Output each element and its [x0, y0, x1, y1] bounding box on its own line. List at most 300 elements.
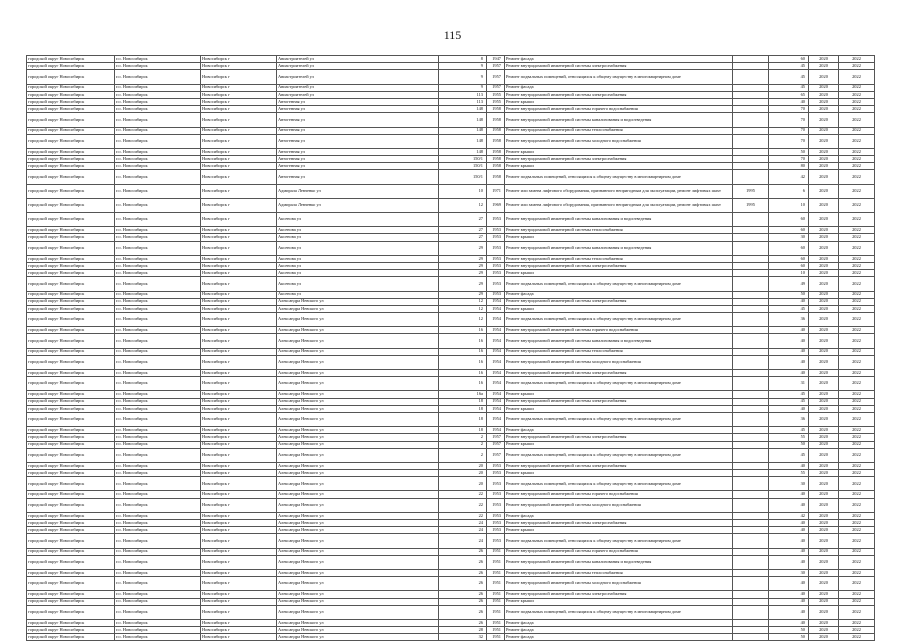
cell-cost: 70	[769, 106, 809, 113]
cell-municipality: городской округ Новосибирск	[27, 63, 115, 70]
cell-year: 1957	[487, 63, 505, 70]
cell-end-year: 2022	[839, 477, 875, 491]
cell-lift-year	[733, 241, 769, 255]
cell-municipality: городской округ Новосибирск	[27, 405, 115, 412]
cell-start-year: 2020	[809, 262, 839, 269]
cell-city: Новосибирск г	[201, 213, 277, 227]
cell-start-year: 2020	[809, 627, 839, 634]
cell-street: Авиастроителей ул	[277, 56, 439, 63]
cell-cost: 60	[769, 262, 809, 269]
cell-cost: 40	[769, 298, 809, 305]
table-row	[27, 462, 875, 469]
cell-cost: 40	[769, 98, 809, 105]
cell-cost: 42	[769, 512, 809, 519]
cell-year: 1954	[487, 398, 505, 405]
cell-work-type: Ремонт внутридомовой инженерной системы горячего водоснабжения	[505, 106, 733, 113]
cell-work-type: Ремонт фасада	[505, 84, 733, 91]
cell-cost: 70	[769, 113, 809, 127]
table-row	[27, 348, 875, 355]
cell-city: Новосибирск г	[201, 634, 277, 641]
cell-lift-year	[733, 405, 769, 412]
cell-lift-year	[733, 591, 769, 598]
cell-street: Александра Невского ул	[277, 569, 439, 576]
cell-lift-year	[733, 255, 769, 262]
cell-lift-year	[733, 491, 769, 498]
cell-city: Новосибирск г	[201, 619, 277, 626]
cell-end-year: 2022	[839, 277, 875, 291]
cell-start-year: 2020	[809, 163, 839, 170]
table-row	[27, 398, 875, 405]
table-row	[27, 512, 875, 519]
cell-lift-year	[733, 163, 769, 170]
cell-house: 32	[439, 634, 487, 641]
cell-municipality: городской округ Новосибирск	[27, 170, 115, 184]
cell-lift-year	[733, 305, 769, 312]
cell-end-year: 2022	[839, 598, 875, 605]
cell-house: 16	[439, 370, 487, 377]
cell-end-year: 2022	[839, 427, 875, 434]
cell-district: г.о. Новосибирск	[115, 148, 201, 155]
cell-end-year: 2022	[839, 184, 875, 198]
cell-cost: 40	[769, 520, 809, 527]
cell-house: 8	[439, 56, 487, 63]
cell-end-year: 2022	[839, 148, 875, 155]
cell-city: Новосибирск г	[201, 156, 277, 163]
cell-lift-year	[733, 291, 769, 298]
cell-year: 1958	[487, 156, 505, 163]
cell-district: г.о. Новосибирск	[115, 170, 201, 184]
cell-lift-year	[733, 512, 769, 519]
cell-year: 1951	[487, 548, 505, 555]
cell-district: г.о. Новосибирск	[115, 405, 201, 412]
cell-cost: 45	[769, 70, 809, 84]
cell-start-year: 2020	[809, 98, 839, 105]
cell-district: г.о. Новосибирск	[115, 491, 201, 498]
cell-city: Новосибирск г	[201, 127, 277, 134]
cell-street: Александра Невского ул	[277, 462, 439, 469]
cell-street: Адмирала Левченко ул	[277, 198, 439, 212]
cell-start-year: 2020	[809, 63, 839, 70]
table-row	[27, 98, 875, 105]
cell-work-type: Ремонт или замена лифтового оборудования, признанного непригодным для эксплуатации, ремонт лифтовых шахт	[505, 184, 733, 198]
cell-lift-year	[733, 391, 769, 398]
cell-street: Александра Невского ул	[277, 498, 439, 512]
cell-house: 150/1	[439, 156, 487, 163]
cell-district: г.о. Новосибирск	[115, 255, 201, 262]
cell-house: 20	[439, 477, 487, 491]
cell-work-type: Ремонт внутридомовой инженерной системы горячего водоснабжения	[505, 548, 733, 555]
cell-end-year: 2022	[839, 520, 875, 527]
cell-municipality: городской округ Новосибирск	[27, 477, 115, 491]
cell-house: 24	[439, 520, 487, 527]
cell-street: Александра Невского ул	[277, 627, 439, 634]
cell-start-year: 2020	[809, 577, 839, 591]
cell-lift-year	[733, 91, 769, 98]
cell-street: Автогенная ул	[277, 156, 439, 163]
cell-district: г.о. Новосибирск	[115, 520, 201, 527]
repair-schedule-sheet	[26, 55, 874, 641]
cell-year: 1951	[487, 598, 505, 605]
cell-house: 9	[439, 84, 487, 91]
cell-year: 1954	[487, 313, 505, 327]
cell-end-year: 2022	[839, 634, 875, 641]
cell-lift-year	[733, 527, 769, 534]
cell-district: г.о. Новосибирск	[115, 477, 201, 491]
page-number: 115	[443, 28, 462, 42]
cell-work-type: Ремонт крыши	[505, 270, 733, 277]
cell-district: г.о. Новосибирск	[115, 498, 201, 512]
cell-end-year: 2022	[839, 470, 875, 477]
cell-city: Новосибирск г	[201, 291, 277, 298]
cell-house: 26	[439, 598, 487, 605]
cell-start-year: 2020	[809, 156, 839, 163]
cell-cost: 50	[769, 627, 809, 634]
cell-municipality: городской округ Новосибирск	[27, 391, 115, 398]
cell-lift-year	[733, 598, 769, 605]
cell-cost: 40	[769, 619, 809, 626]
cell-work-type: Ремонт фасада	[505, 627, 733, 634]
cell-lift-year	[733, 84, 769, 91]
cell-street: Александра Невского ул	[277, 619, 439, 626]
cell-cost: 49	[769, 277, 809, 291]
cell-start-year: 2020	[809, 113, 839, 127]
cell-city: Новосибирск г	[201, 398, 277, 405]
cell-municipality: городской округ Новосибирск	[27, 512, 115, 519]
cell-start-year: 2020	[809, 491, 839, 498]
cell-end-year: 2022	[839, 498, 875, 512]
table-row	[27, 70, 875, 84]
cell-lift-year	[733, 70, 769, 84]
cell-end-year: 2022	[839, 213, 875, 227]
cell-end-year: 2022	[839, 527, 875, 534]
cell-district: г.о. Новосибирск	[115, 106, 201, 113]
cell-city: Новосибирск г	[201, 598, 277, 605]
cell-municipality: городской округ Новосибирск	[27, 398, 115, 405]
cell-work-type: Ремонт внутридомовой инженерной системы теплоснабжения	[505, 127, 733, 134]
cell-work-type: Ремонт внутридомовой инженерной системы холодного водоснабжения	[505, 577, 733, 591]
cell-cost: 36	[769, 313, 809, 327]
cell-house: 12	[439, 298, 487, 305]
cell-street: Автогенная ул	[277, 134, 439, 148]
cell-street: Аксенова ул	[277, 234, 439, 241]
cell-district: г.о. Новосибирск	[115, 591, 201, 598]
cell-year: 1953	[487, 227, 505, 234]
cell-street: Александра Невского ул	[277, 591, 439, 598]
cell-year: 1954	[487, 391, 505, 398]
cell-year: 1953	[487, 477, 505, 491]
cell-city: Новосибирск г	[201, 512, 277, 519]
cell-municipality: городской округ Новосибирск	[27, 548, 115, 555]
cell-city: Новосибирск г	[201, 262, 277, 269]
cell-municipality: городской округ Новосибирск	[27, 377, 115, 391]
cell-work-type: Ремонт подвальных помещений, относящихся к общему имуществу в многоквартирном доме	[505, 313, 733, 327]
cell-work-type: Ремонт крыши	[505, 391, 733, 398]
cell-start-year: 2020	[809, 434, 839, 441]
cell-street: Александра Невского ул	[277, 298, 439, 305]
cell-municipality: городской округ Новосибирск	[27, 163, 115, 170]
cell-house: 2	[439, 448, 487, 462]
cell-cost: 40	[769, 355, 809, 369]
cell-work-type: Ремонт внутридомовой инженерной системы холодного водоснабжения	[505, 355, 733, 369]
cell-start-year: 2020	[809, 127, 839, 134]
cell-house: 9	[439, 70, 487, 84]
cell-municipality: городской округ Новосибирск	[27, 313, 115, 327]
cell-end-year: 2022	[839, 91, 875, 98]
cell-lift-year	[733, 520, 769, 527]
cell-lift-year	[733, 548, 769, 555]
cell-municipality: городской округ Новосибирск	[27, 569, 115, 576]
cell-street: Авиастроителей ул	[277, 63, 439, 70]
cell-year: 1954	[487, 298, 505, 305]
cell-street: Аксенова ул	[277, 241, 439, 255]
cell-start-year: 2020	[809, 412, 839, 426]
cell-work-type: Ремонт подвальных помещений, относящихся к общему имуществу в многоквартирном доме	[505, 70, 733, 84]
table-row	[27, 555, 875, 569]
cell-street: Автогенная ул	[277, 98, 439, 105]
cell-lift-year	[733, 270, 769, 277]
cell-year: 1951	[487, 577, 505, 591]
cell-street: Александра Невского ул	[277, 348, 439, 355]
cell-end-year: 2022	[839, 534, 875, 548]
cell-end-year: 2022	[839, 398, 875, 405]
cell-city: Новосибирск г	[201, 56, 277, 63]
table-row	[27, 605, 875, 619]
cell-start-year: 2020	[809, 213, 839, 227]
cell-cost: 50	[769, 634, 809, 641]
table-row	[27, 334, 875, 348]
cell-work-type: Ремонт внутридомовой инженерной системы канализования и водоотведения	[505, 213, 733, 227]
cell-district: г.о. Новосибирск	[115, 448, 201, 462]
cell-end-year: 2022	[839, 84, 875, 91]
table-row	[27, 313, 875, 327]
cell-district: г.о. Новосибирск	[115, 462, 201, 469]
cell-city: Новосибирск г	[201, 163, 277, 170]
table-row	[27, 377, 875, 391]
cell-year: 1954	[487, 412, 505, 426]
cell-year: 1954	[487, 405, 505, 412]
cell-end-year: 2022	[839, 56, 875, 63]
cell-year: 1958	[487, 134, 505, 148]
cell-district: г.о. Новосибирск	[115, 619, 201, 626]
cell-municipality: городской округ Новосибирск	[27, 56, 115, 63]
cell-year: 1958	[487, 127, 505, 134]
cell-cost: 70	[769, 127, 809, 134]
cell-work-type: Ремонт подвальных помещений, относящихся к общему имуществу в многоквартирном доме	[505, 448, 733, 462]
cell-lift-year	[733, 370, 769, 377]
cell-work-type: Ремонт внутридомовой инженерной системы электроснабжения	[505, 156, 733, 163]
cell-lift-year: 1995	[733, 198, 769, 212]
cell-end-year: 2022	[839, 434, 875, 441]
cell-work-type: Ремонт подвальных помещений, относящихся к общему имуществу в многоквартирном доме	[505, 277, 733, 291]
table-row	[27, 134, 875, 148]
cell-cost: 10	[769, 198, 809, 212]
cell-house: 150/1	[439, 163, 487, 170]
cell-district: г.о. Новосибирск	[115, 627, 201, 634]
cell-street: Александра Невского ул	[277, 577, 439, 591]
cell-start-year: 2020	[809, 512, 839, 519]
cell-district: г.о. Новосибирск	[115, 227, 201, 234]
cell-municipality: городской округ Новосибирск	[27, 113, 115, 127]
cell-year: 1958	[487, 163, 505, 170]
cell-district: г.о. Новосибирск	[115, 198, 201, 212]
cell-city: Новосибирск г	[201, 91, 277, 98]
cell-district: г.о. Новосибирск	[115, 241, 201, 255]
cell-end-year: 2022	[839, 298, 875, 305]
cell-district: г.о. Новосибирск	[115, 84, 201, 91]
cell-year: 1953	[487, 520, 505, 527]
cell-work-type: Ремонт внутридомовой инженерной системы холодного водоснабжения	[505, 134, 733, 148]
table-row	[27, 448, 875, 462]
cell-cost: 40	[769, 348, 809, 355]
cell-end-year: 2022	[839, 127, 875, 134]
cell-lift-year	[733, 327, 769, 334]
cell-lift-year	[733, 156, 769, 163]
cell-work-type: Ремонт крыши	[505, 98, 733, 105]
cell-work-type: Ремонт крыши	[505, 234, 733, 241]
cell-street: Александра Невского ул	[277, 470, 439, 477]
table-row	[27, 598, 875, 605]
cell-end-year: 2022	[839, 555, 875, 569]
cell-city: Новосибирск г	[201, 591, 277, 598]
cell-district: г.о. Новосибирск	[115, 598, 201, 605]
cell-work-type: Ремонт внутридомовой инженерной системы теплоснабжения	[505, 569, 733, 576]
cell-start-year: 2020	[809, 56, 839, 63]
cell-year: 1953	[487, 291, 505, 298]
cell-house: 16	[439, 334, 487, 348]
cell-municipality: городской округ Новосибирск	[27, 462, 115, 469]
cell-work-type: Ремонт внутридомовой инженерной системы теплоснабжения	[505, 227, 733, 234]
cell-start-year: 2020	[809, 348, 839, 355]
cell-city: Новосибирск г	[201, 412, 277, 426]
cell-house: 29	[439, 277, 487, 291]
cell-start-year: 2020	[809, 291, 839, 298]
cell-end-year: 2022	[839, 327, 875, 334]
cell-end-year: 2022	[839, 262, 875, 269]
cell-street: Автогенная ул	[277, 113, 439, 127]
cell-municipality: городской округ Новосибирск	[27, 127, 115, 134]
cell-city: Новосибирск г	[201, 477, 277, 491]
cell-district: г.о. Новосибирск	[115, 327, 201, 334]
cell-district: г.о. Новосибирск	[115, 91, 201, 98]
cell-municipality: городской округ Новосибирск	[27, 555, 115, 569]
cell-work-type: Ремонт внутридомовой инженерной системы электроснабжения	[505, 520, 733, 527]
cell-year: 1955	[487, 98, 505, 105]
cell-work-type: Ремонт фасада	[505, 512, 733, 519]
cell-lift-year	[733, 213, 769, 227]
cell-house: 29	[439, 262, 487, 269]
cell-year: 1953	[487, 241, 505, 255]
cell-house: 113	[439, 91, 487, 98]
cell-work-type: Ремонт крыши	[505, 148, 733, 155]
cell-work-type: Ремонт внутридомовой инженерной системы электроснабжения	[505, 462, 733, 469]
cell-end-year: 2022	[839, 569, 875, 576]
cell-street: Александра Невского ул	[277, 313, 439, 327]
cell-city: Новосибирск г	[201, 527, 277, 534]
cell-district: г.о. Новосибирск	[115, 134, 201, 148]
cell-district: г.о. Новосибирск	[115, 527, 201, 534]
cell-year: 1954	[487, 355, 505, 369]
cell-district: г.о. Новосибирск	[115, 127, 201, 134]
cell-lift-year	[733, 555, 769, 569]
cell-cost: 30	[769, 477, 809, 491]
cell-lift-year	[733, 498, 769, 512]
cell-street: Автогенная ул	[277, 163, 439, 170]
cell-year: 1953	[487, 498, 505, 512]
cell-street: Александра Невского ул	[277, 527, 439, 534]
table-row	[27, 84, 875, 91]
cell-municipality: городской округ Новосибирск	[27, 198, 115, 212]
table-row	[27, 470, 875, 477]
cell-municipality: городской округ Новосибирск	[27, 334, 115, 348]
cell-lift-year	[733, 534, 769, 548]
cell-work-type: Ремонт или замена лифтового оборудования, признанного непригодным для эксплуатации, ремонт лифтовых шахт	[505, 198, 733, 212]
cell-city: Новосибирск г	[201, 113, 277, 127]
cell-end-year: 2022	[839, 156, 875, 163]
cell-start-year: 2020	[809, 355, 839, 369]
cell-street: Александра Невского ул	[277, 391, 439, 398]
cell-lift-year	[733, 227, 769, 234]
cell-municipality: городской округ Новосибирск	[27, 634, 115, 641]
cell-end-year: 2022	[839, 98, 875, 105]
cell-start-year: 2020	[809, 555, 839, 569]
cell-district: г.о. Новосибирск	[115, 70, 201, 84]
table-row	[27, 184, 875, 198]
cell-city: Новосибирск г	[201, 184, 277, 198]
table-row	[27, 270, 875, 277]
cell-municipality: городской округ Новосибирск	[27, 591, 115, 598]
cell-end-year: 2022	[839, 512, 875, 519]
cell-municipality: городской округ Новосибирск	[27, 355, 115, 369]
cell-municipality: городской округ Новосибирск	[27, 327, 115, 334]
table-row	[27, 56, 875, 63]
cell-house: 9	[439, 63, 487, 70]
cell-lift-year	[733, 262, 769, 269]
cell-cost: 55	[769, 434, 809, 441]
cell-start-year: 2020	[809, 198, 839, 212]
cell-cost: 30	[769, 234, 809, 241]
cell-municipality: городской округ Новосибирск	[27, 370, 115, 377]
cell-cost: 45	[769, 427, 809, 434]
cell-year: 1957	[487, 448, 505, 462]
cell-cost: 40	[769, 577, 809, 591]
cell-cost: 45	[769, 63, 809, 70]
cell-end-year: 2022	[839, 163, 875, 170]
cell-street: Александра Невского ул	[277, 334, 439, 348]
cell-city: Новосибирск г	[201, 627, 277, 634]
cell-lift-year	[733, 277, 769, 291]
cell-start-year: 2020	[809, 591, 839, 598]
cell-municipality: городской округ Новосибирск	[27, 348, 115, 355]
cell-lift-year	[733, 334, 769, 348]
cell-end-year: 2022	[839, 462, 875, 469]
cell-cost: 6	[769, 184, 809, 198]
cell-municipality: городской округ Новосибирск	[27, 234, 115, 241]
cell-start-year: 2020	[809, 70, 839, 84]
cell-city: Новосибирск г	[201, 255, 277, 262]
cell-street: Автогенная ул	[277, 106, 439, 113]
cell-house: 12	[439, 305, 487, 312]
cell-city: Новосибирск г	[201, 569, 277, 576]
cell-district: г.о. Новосибирск	[115, 398, 201, 405]
cell-end-year: 2022	[839, 305, 875, 312]
cell-district: г.о. Новосибирск	[115, 334, 201, 348]
cell-house: 22	[439, 498, 487, 512]
cell-municipality: городской округ Новосибирск	[27, 255, 115, 262]
cell-start-year: 2020	[809, 527, 839, 534]
cell-work-type: Ремонт фасада	[505, 634, 733, 641]
cell-municipality: городской округ Новосибирск	[27, 520, 115, 527]
cell-district: г.о. Новосибирск	[115, 470, 201, 477]
